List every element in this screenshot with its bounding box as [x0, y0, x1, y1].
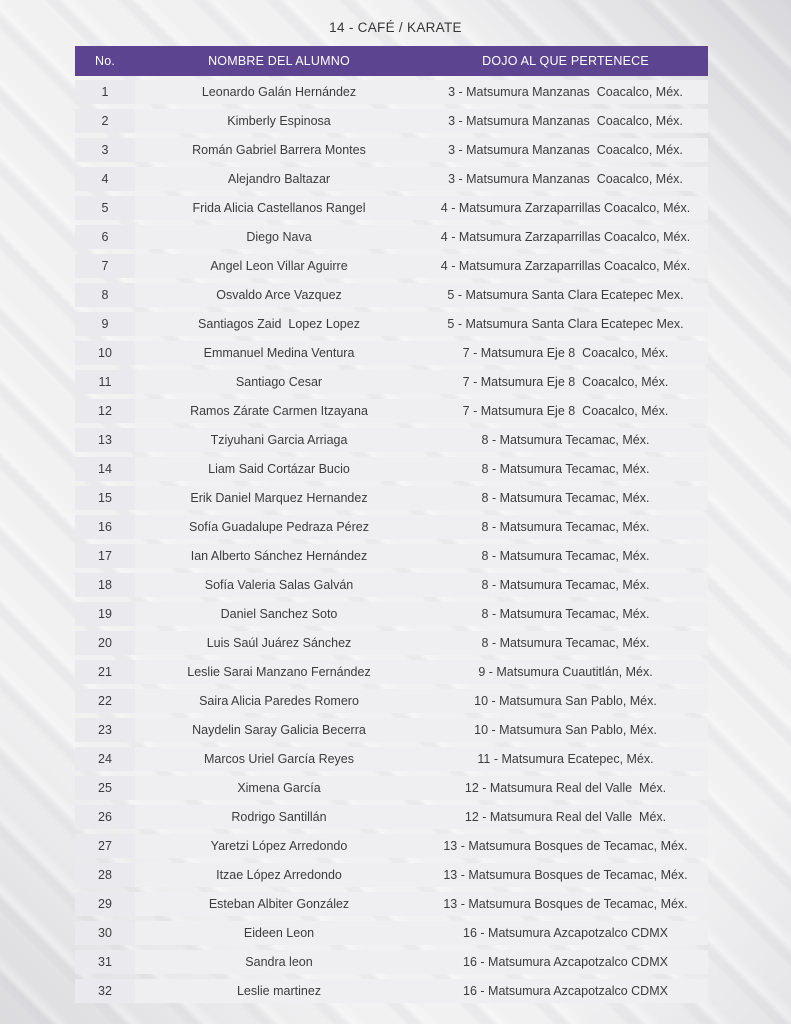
column-header-number: No.	[94, 54, 116, 68]
table-header-row	[75, 46, 708, 76]
student-name-cell: Ian Alberto Sánchez Hernández	[190, 548, 368, 563]
row-number-cell: 29	[75, 892, 135, 916]
dojo-name-cell: 8 - Matsumura Tecamac, Méx.	[481, 606, 650, 621]
dojo-name-cell: 16 - Matsumura Azcapotzalco CDMX	[463, 954, 668, 969]
table-row	[75, 225, 708, 249]
table-row	[75, 399, 708, 423]
table-row	[75, 834, 708, 858]
row-number-cell: 9	[75, 312, 135, 336]
dojo-name-cell: 4 - Matsumura Zarzaparrillas Coacalco, Méx.	[440, 201, 691, 216]
student-name-cell: Eideen Leon	[243, 925, 315, 940]
table-row	[75, 138, 708, 162]
row-number-cell: 7	[75, 254, 135, 278]
table-row	[75, 602, 708, 626]
row-number-cell: 10	[75, 341, 135, 365]
row-number-cell: 25	[75, 776, 135, 800]
row-number-cell: 21	[75, 660, 135, 684]
student-name-cell: Daniel Sanchez Soto	[220, 606, 338, 621]
table-row	[75, 863, 708, 887]
student-name-cell: Román Gabriel Barrera Montes	[192, 143, 366, 158]
row-number-cell: 20	[75, 631, 135, 655]
row-number-cell: 4	[75, 167, 135, 191]
table-row	[75, 631, 708, 655]
table-row	[75, 573, 708, 597]
dojo-name-cell: 8 - Matsumura Tecamac, Méx.	[481, 577, 650, 592]
table-row	[75, 486, 708, 510]
row-number-cell: 30	[75, 921, 135, 945]
student-name-cell: Esteban Albiter González	[208, 896, 350, 911]
dojo-name-cell: 12 - Matsumura Real del Valle Méx.	[464, 809, 667, 824]
table-row	[75, 544, 708, 568]
row-number-cell: 17	[75, 544, 135, 568]
row-number-cell: 19	[75, 602, 135, 626]
table-row	[75, 718, 708, 742]
row-number-cell: 26	[75, 805, 135, 829]
student-name-cell: Sofía Guadalupe Pedraza Pérez	[189, 519, 369, 534]
student-name-cell: Yaretzi López Arredondo	[210, 838, 348, 853]
row-number-cell: 13	[75, 428, 135, 452]
student-name-cell: Marcos Uriel García Reyes	[203, 751, 355, 766]
student-name-cell: Saira Alicia Paredes Romero	[199, 693, 359, 708]
dojo-name-cell: 7 - Matsumura Eje 8 Coacalco, Méx.	[462, 403, 669, 418]
row-number-cell: 27	[75, 834, 135, 858]
student-name-cell: Naydelin Saray Galicia Becerra	[192, 722, 366, 737]
student-name-cell: Rodrigo Santillán	[231, 809, 327, 824]
student-name-cell: Frida Alicia Castellanos Rangel	[192, 201, 366, 216]
student-name-cell: Leonardo Galán Hernández	[201, 85, 357, 100]
table-row	[75, 457, 708, 481]
dojo-name-cell: 16 - Matsumura Azcapotzalco CDMX	[463, 925, 668, 940]
dojo-name-cell: 3 - Matsumura Manzanas Coacalco, Méx.	[448, 114, 683, 129]
dojo-name-cell: 13 - Matsumura Bosques de Tecamac, Méx.	[443, 838, 688, 853]
row-number-cell: 1	[75, 80, 135, 104]
dojo-name-cell: 11 - Matsumura Ecatepec, Méx.	[477, 751, 654, 766]
dojo-name-cell: 9 - Matsumura Cuautitlán, Méx.	[478, 664, 653, 679]
student-name-cell: Santiago Cesar	[235, 374, 323, 389]
student-name-cell: Angel Leon Villar Aguirre	[210, 259, 348, 273]
dojo-name-cell: 8 - Matsumura Tecamac, Méx.	[481, 490, 650, 505]
row-number-cell: 15	[75, 486, 135, 510]
table-row	[75, 950, 708, 974]
dojo-name-cell: 5 - Matsumura Santa Clara Ecatepec Mex.	[447, 316, 684, 331]
dojo-name-cell: 8 - Matsumura Tecamac, Méx.	[481, 432, 650, 447]
row-number-cell: 16	[75, 515, 135, 539]
dojo-name-cell: 16 - Matsumura Azcapotzalco CDMX	[463, 983, 668, 998]
dojo-name-cell: 3 - Matsumura Manzanas Coacalco, Méx.	[448, 143, 683, 158]
student-name-cell: Santiagos Zaid Lopez Lopez	[198, 316, 360, 331]
row-number-cell: 31	[75, 950, 135, 974]
student-name-cell: Luis Saúl Juárez Sánchez	[206, 635, 352, 650]
table-row	[75, 370, 708, 394]
table-row	[75, 283, 708, 307]
student-name-cell: Emmanuel Medina Ventura	[203, 345, 355, 360]
table-row	[75, 892, 708, 916]
dojo-name-cell: 4 - Matsumura Zarzaparrillas Coacalco, Méx.	[440, 230, 691, 245]
column-header-student-name: NOMBRE DEL ALUMNO	[208, 54, 350, 68]
row-number-cell: 3	[75, 138, 135, 162]
table-row	[75, 80, 708, 104]
row-number-cell: 5	[75, 196, 135, 220]
table-row	[75, 167, 708, 191]
dojo-name-cell: 7 - Matsumura Eje 8 Coacalco, Méx.	[462, 374, 669, 389]
student-name-cell: Liam Said Cortázar Bucio	[208, 461, 350, 476]
student-name-cell: Kimberly Espinosa	[227, 114, 331, 129]
row-number-cell: 23	[75, 718, 135, 742]
row-number-cell: 14	[75, 457, 135, 481]
row-number-cell: 11	[75, 370, 135, 394]
table-row	[75, 660, 708, 684]
column-header-dojo: DOJO AL QUE PERTENECE	[482, 54, 649, 68]
row-number-cell: 2	[75, 109, 135, 133]
student-name-cell: Alejandro Baltazar	[227, 172, 331, 187]
dojo-name-cell: 3 - Matsumura Manzanas Coacalco, Méx.	[448, 85, 683, 100]
dojo-name-cell: 4 - Matsumura Zarzaparrillas Coacalco, Méx.	[440, 259, 691, 273]
row-number-cell: 8	[75, 283, 135, 307]
row-number-cell: 18	[75, 573, 135, 597]
table-row	[75, 109, 708, 133]
student-name-cell: Sofía Valeria Salas Galván	[204, 577, 354, 592]
student-name-cell: Erik Daniel Marquez Hernandez	[190, 490, 368, 505]
student-name-cell: Sandra leon	[245, 954, 313, 969]
table-row	[75, 341, 708, 365]
student-name-cell: Leslie Sarai Manzano Fernández	[187, 664, 371, 679]
student-name-cell: Leslie martinez	[236, 983, 322, 998]
table-row	[75, 515, 708, 539]
dojo-name-cell: 5 - Matsumura Santa Clara Ecatepec Mex.	[447, 287, 684, 302]
table-row	[75, 747, 708, 771]
table-row	[75, 689, 708, 713]
student-name-cell: Diego Nava	[246, 230, 312, 245]
dojo-name-cell: 7 - Matsumura Eje 8 Coacalco, Méx.	[462, 345, 669, 360]
table-body	[75, 80, 708, 1003]
table-row	[75, 979, 708, 1003]
table-row	[75, 196, 708, 220]
row-number-cell: 32	[75, 979, 135, 1003]
dojo-name-cell: 8 - Matsumura Tecamac, Méx.	[481, 461, 650, 476]
student-name-cell: Ximena García	[237, 780, 321, 795]
dojo-name-cell: 8 - Matsumura Tecamac, Méx.	[481, 519, 650, 534]
dojo-name-cell: 13 - Matsumura Bosques de Tecamac, Méx.	[443, 867, 688, 882]
row-number-cell: 6	[75, 225, 135, 249]
table-row	[75, 805, 708, 829]
table-row	[75, 776, 708, 800]
dojo-name-cell: 12 - Matsumura Real del Valle Méx.	[464, 780, 667, 795]
row-number-cell: 12	[75, 399, 135, 423]
dojo-name-cell: 8 - Matsumura Tecamac, Méx.	[481, 635, 650, 650]
dojo-name-cell: 8 - Matsumura Tecamac, Méx.	[481, 548, 650, 563]
table-row	[75, 921, 708, 945]
row-number-cell: 22	[75, 689, 135, 713]
student-name-cell: Tziyuhani Garcia Arriaga	[210, 432, 348, 447]
page-title: 14 - CAFÉ / KARATE	[329, 20, 462, 35]
student-name-cell: Ramos Zárate Carmen Itzayana	[190, 403, 368, 418]
table-row	[75, 428, 708, 452]
row-number-cell: 24	[75, 747, 135, 771]
student-roster-table	[75, 46, 708, 1008]
dojo-name-cell: 3 - Matsumura Manzanas Coacalco, Méx.	[448, 172, 683, 187]
dojo-name-cell: 10 - Matsumura San Pablo, Méx.	[474, 693, 657, 708]
student-name-cell: Itzae López Arredondo	[216, 867, 342, 882]
dojo-name-cell: 10 - Matsumura San Pablo, Méx.	[474, 722, 657, 737]
dojo-name-cell: 13 - Matsumura Bosques de Tecamac, Méx.	[443, 896, 688, 911]
table-row	[75, 254, 708, 278]
table-row	[75, 312, 708, 336]
row-number-cell: 28	[75, 863, 135, 887]
student-name-cell: Osvaldo Arce Vazquez	[216, 287, 342, 302]
